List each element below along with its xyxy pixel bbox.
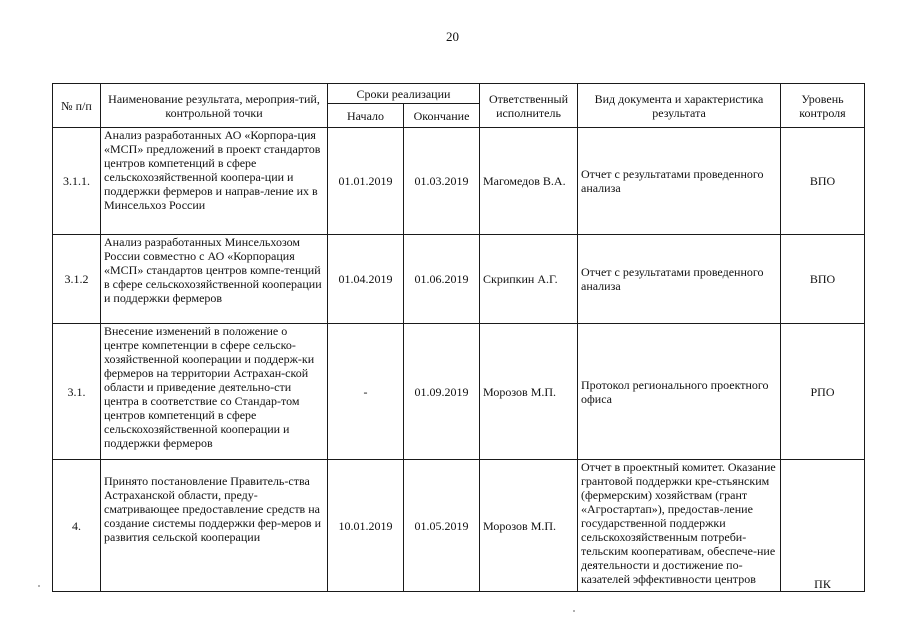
header-name: Наименование результата, мероприя-тий, контрольной точки (101, 84, 328, 128)
header-level: Уровень контроля (781, 84, 865, 128)
table-row (53, 128, 865, 235)
row-start-date: 10.01.2019 (328, 460, 404, 592)
table-row (53, 235, 865, 324)
row-end-date: 01.06.2019 (404, 235, 480, 324)
row-document: Протокол регионального проектного офиса (578, 324, 781, 460)
row-number: 4. (53, 460, 101, 592)
row-level: ПК (781, 460, 865, 592)
row-name: Анализ разработанных Минсельхозом России совместно с АО «Корпорация «МСП» стандартов центров компе-тенций в сфере сельскохозяйственной кооперации и поддержки фермеров (101, 235, 328, 324)
row-name: Анализ разработанных АО «Корпора-ция «МСП» предложений в проект стандартов центров компетенций в сфере сельскохозяйственной коопера-ции и поддержки фермеров и направ-ление их в Минсельхоз России (101, 128, 328, 235)
row-end-date: 01.09.2019 (404, 324, 480, 460)
row-responsible: Скрипкин А.Г. (480, 235, 578, 324)
row-responsible: Морозов М.П. (480, 460, 578, 592)
row-name: Внесение изменений в положение о центре компетенции в сфере сельско-хозяйственной кооперации и поддерж-ки фермеров на территории Астрахан-ской области и приведение деятельно-сти центра в соответствие со Стандар-том центров компетенций в сфере сельскохозяйственной кооперации и поддержки фермеров (101, 324, 328, 460)
header-responsible: Ответственный исполнитель (480, 84, 578, 128)
plan-table (52, 83, 865, 592)
header-num: № п/п (53, 84, 101, 128)
row-document: Отчет в проектный комитет. Оказание грантовой поддержки кре-стьянским (фермерским) хозяйствам (грант «Агростартап»), предостав-ление государственной поддержки сельскохозяйственным потреби-тельским кооперативам, обеспече-ние деятельности и достижение по-казателей эффективности центров (578, 460, 781, 592)
row-document: Отчет с результатами проведенного анализа (578, 235, 781, 324)
header-doc: Вид документа и характеристика результата (578, 84, 781, 128)
page-number: 20 (446, 29, 459, 44)
row-end-date: 01.05.2019 (404, 460, 480, 592)
row-number: 3.1.1. (53, 128, 101, 235)
row-start-date: - (328, 324, 404, 460)
row-level: РПО (781, 324, 865, 460)
row-end-date: 01.03.2019 (404, 128, 480, 235)
header-start: Начало (328, 104, 404, 128)
row-document: Отчет с результатами проведенного анализа (578, 128, 781, 235)
header-end: Окончание (404, 104, 480, 128)
table-row (53, 324, 865, 460)
table-row (53, 460, 865, 592)
scan-speck (38, 585, 40, 587)
row-start-date: 01.01.2019 (328, 128, 404, 235)
row-responsible: Морозов М.П. (480, 324, 578, 460)
row-number: 3.1.2 (53, 235, 101, 324)
row-start-date: 01.04.2019 (328, 235, 404, 324)
scan-speck (573, 610, 575, 612)
row-level: ВПО (781, 235, 865, 324)
row-level: ВПО (781, 128, 865, 235)
row-responsible: Магомедов В.А. (480, 128, 578, 235)
row-number: 3.1. (53, 324, 101, 460)
header-terms: Сроки реализации (328, 84, 480, 104)
row-name: Принято постановление Правитель-ства Астраханской области, преду-сматривающее предоставление средств на создание системы поддержки фер-меров и развития сельской кооперации (101, 460, 328, 592)
